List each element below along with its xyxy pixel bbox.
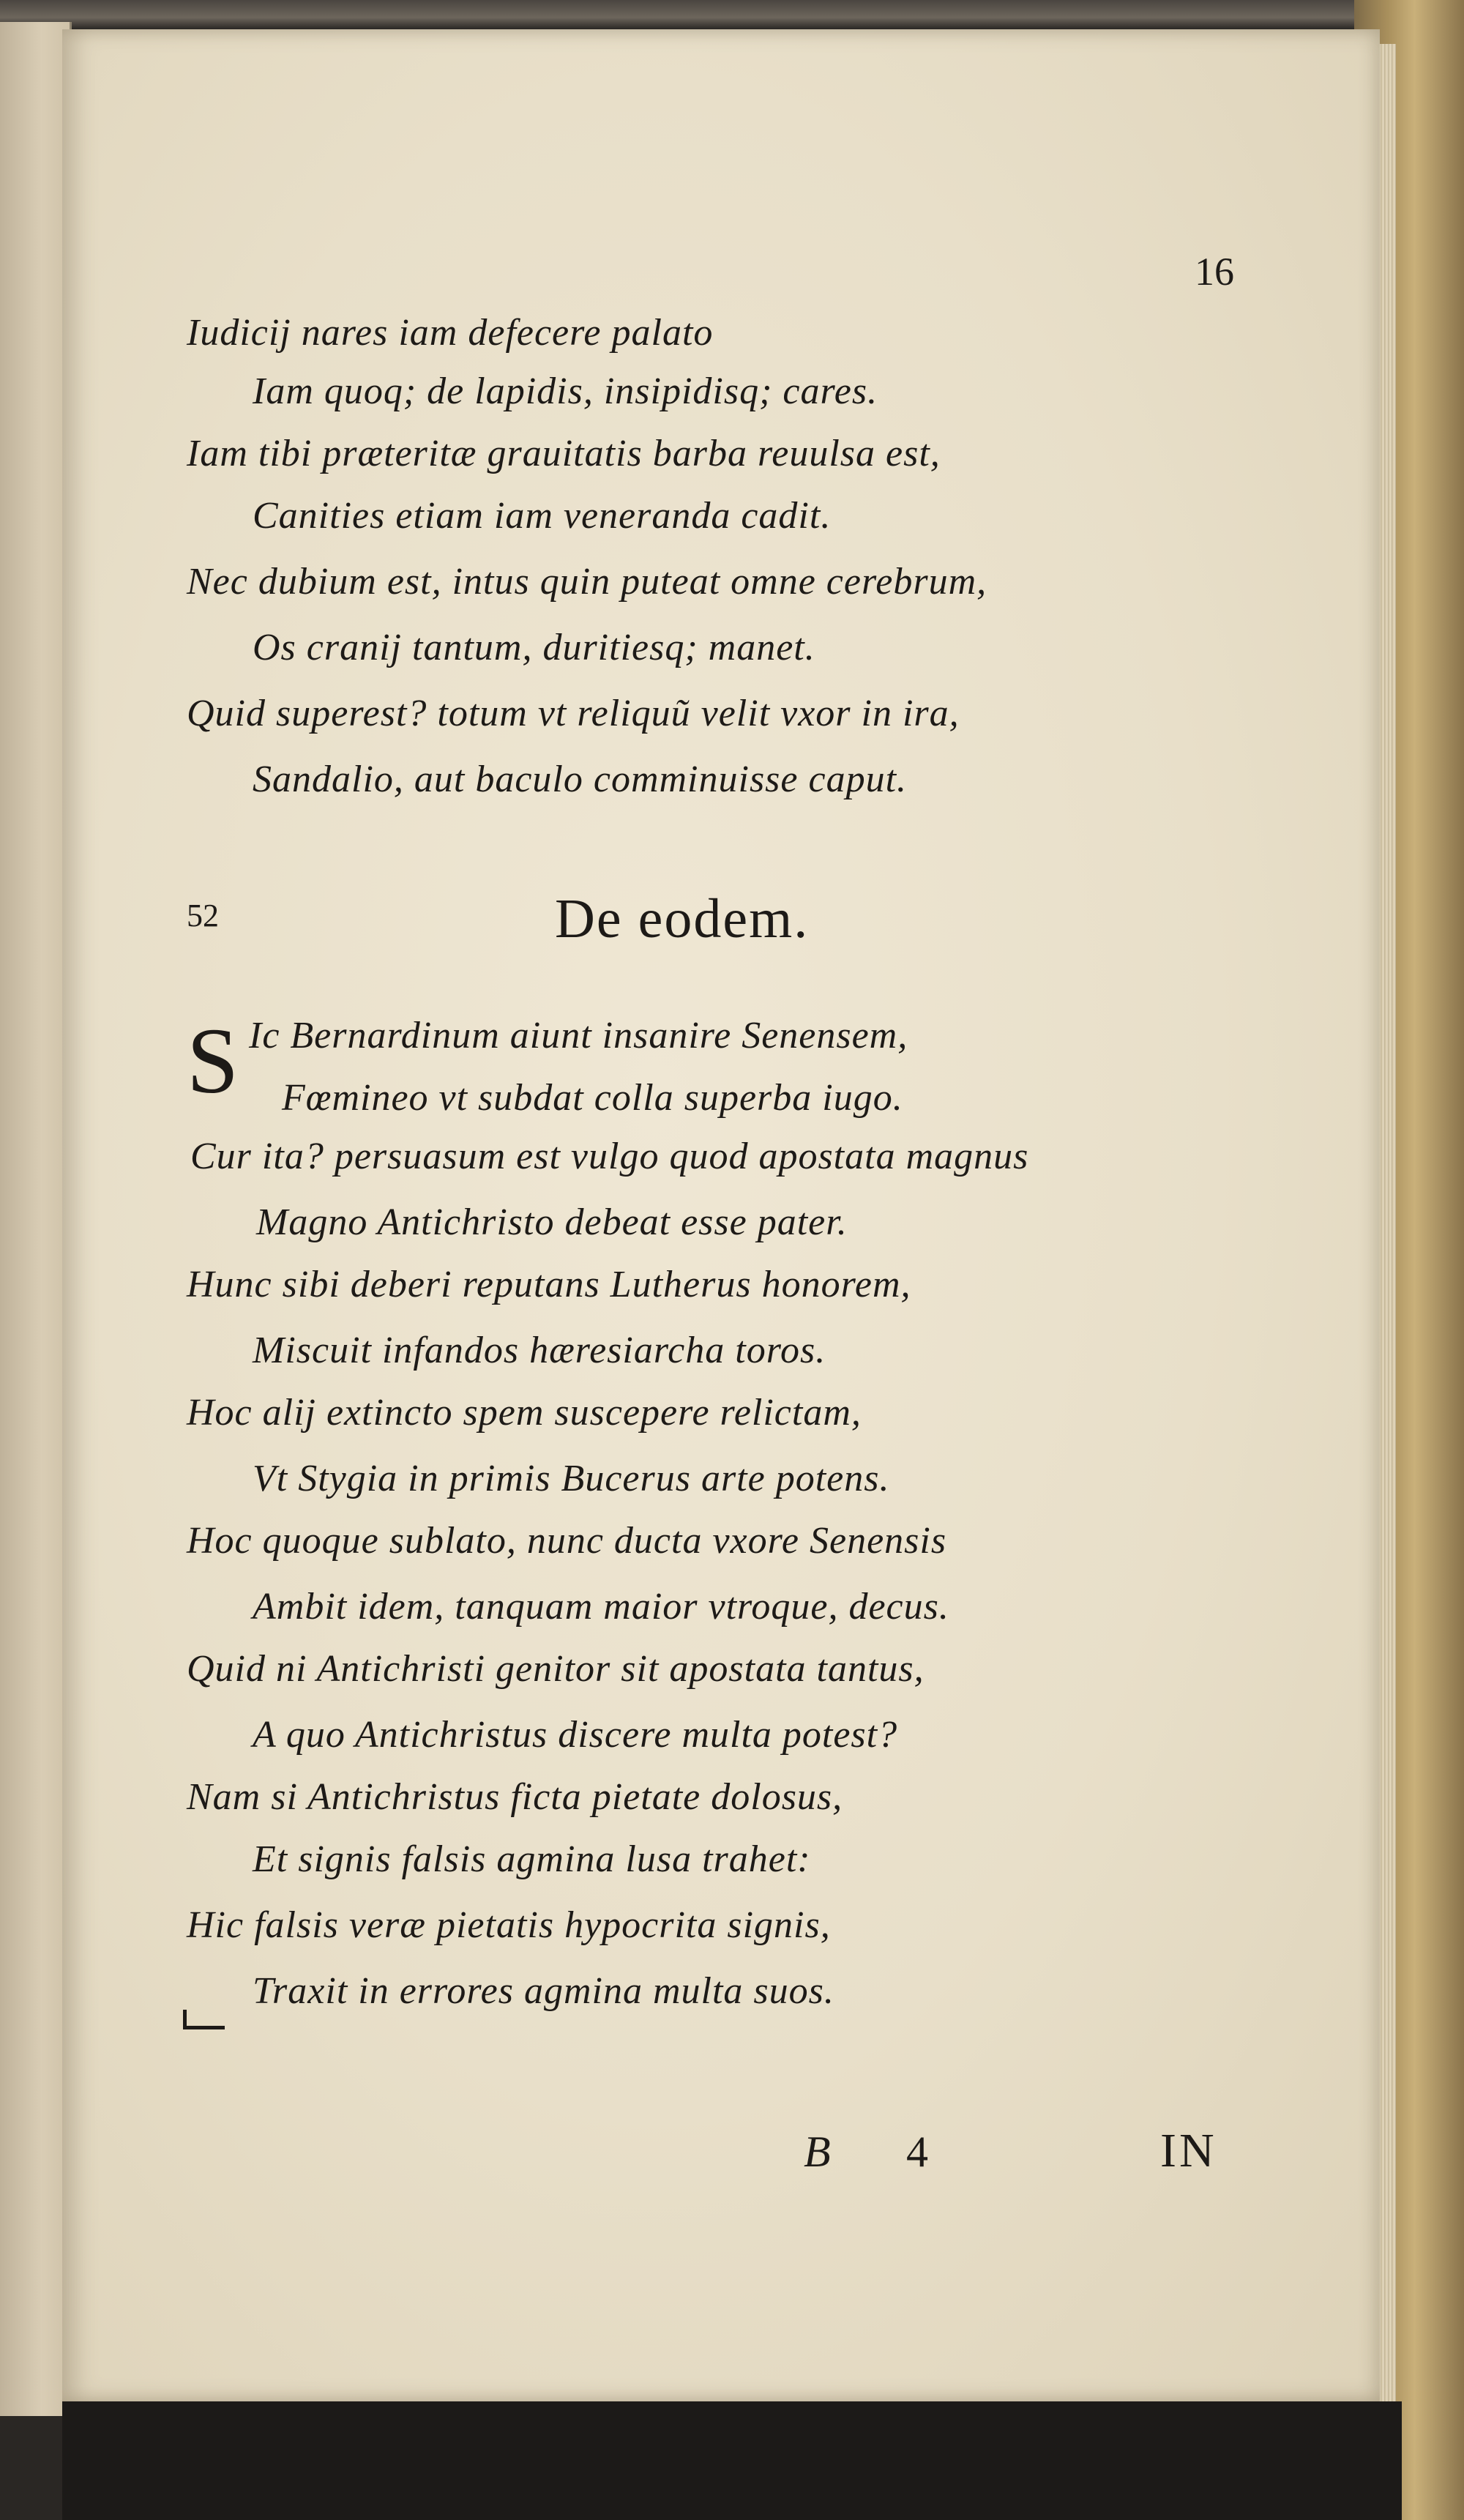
poem-line-16: Traxit in errores agmina multa suos. bbox=[253, 1970, 834, 2012]
poem-line-13: Nam si Antichristus ficta pietate dolosus, bbox=[187, 1776, 843, 1818]
poem-end-line-6: Os cranij tantum, duritiesq; manet. bbox=[253, 627, 815, 668]
poem-line-15: Hic falsis veræ pietatis hypocrita signis, bbox=[187, 1904, 831, 1946]
poem-line-11: Quid ni Antichristi genitor sit apostata tantus, bbox=[187, 1648, 925, 1690]
poem-end-line-3: Iam tibi præteritæ grauitatis barba reuulsa est, bbox=[187, 433, 941, 474]
signature-letter: B bbox=[804, 2128, 832, 2176]
corner-mark bbox=[183, 2010, 225, 2029]
poem-line-2: Fœmineo vt subdat colla superba iugo. bbox=[282, 1077, 903, 1119]
poem-end-line-4: Canities etiam iam veneranda cadit. bbox=[253, 495, 832, 537]
poem-end-line-2: Iam quoq; de lapidis, insipidisq; cares. bbox=[253, 370, 878, 412]
book-top-shadow bbox=[0, 0, 1464, 29]
poem-end-line-5: Nec dubium est, intus quin puteat omne cerebrum, bbox=[187, 561, 987, 603]
poem-end-line-7: Quid superest? totum vt reliquũ velit vxor in ira, bbox=[187, 693, 960, 734]
poem-end-line-1: Iudicij nares iam defecere palato bbox=[187, 312, 714, 354]
poem-line-3: Cur ita? persuasum est vulgo quod apostata magnus bbox=[190, 1136, 1029, 1177]
poem-line-5: Hunc sibi deberi reputans Lutherus honorem, bbox=[187, 1264, 911, 1305]
poem-line-10: Ambit idem, tanquam maior vtroque, decus. bbox=[253, 1586, 949, 1628]
poem-line-1: Ic Bernardinum aiunt insanire Senensem, bbox=[249, 1015, 908, 1056]
epigram-number: 52 bbox=[187, 898, 219, 933]
signature-number: 4 bbox=[906, 2128, 929, 2176]
facing-page-edge bbox=[0, 22, 72, 2416]
poem-line-7: Hoc alij extincto spem suscepere relictam, bbox=[187, 1392, 862, 1434]
drop-cap: S bbox=[187, 1009, 239, 1113]
catchword: IN bbox=[1160, 2124, 1217, 2177]
poem-line-14: Et signis falsis agmina lusa trahet: bbox=[253, 1838, 811, 1880]
poem-line-9: Hoc quoque sublato, nunc ducta vxore Senensis bbox=[187, 1520, 947, 1562]
poem-end-line-8: Sandalio, aut baculo comminuisse caput. bbox=[253, 758, 908, 800]
poem-line-12: A quo Antichristus discere multa potest? bbox=[253, 1714, 898, 1756]
epigram-heading: De eodem. bbox=[555, 888, 810, 950]
poem-line-8: Vt Stygia in primis Bucerus arte potens. bbox=[253, 1458, 890, 1499]
poem-line-4: Magno Antichristo debeat esse pater. bbox=[256, 1201, 848, 1243]
folio-number: 16 bbox=[1195, 250, 1234, 294]
background-strip bbox=[62, 2401, 1402, 2520]
poem-line-6: Miscuit infandos hæresiarcha toros. bbox=[253, 1330, 826, 1371]
